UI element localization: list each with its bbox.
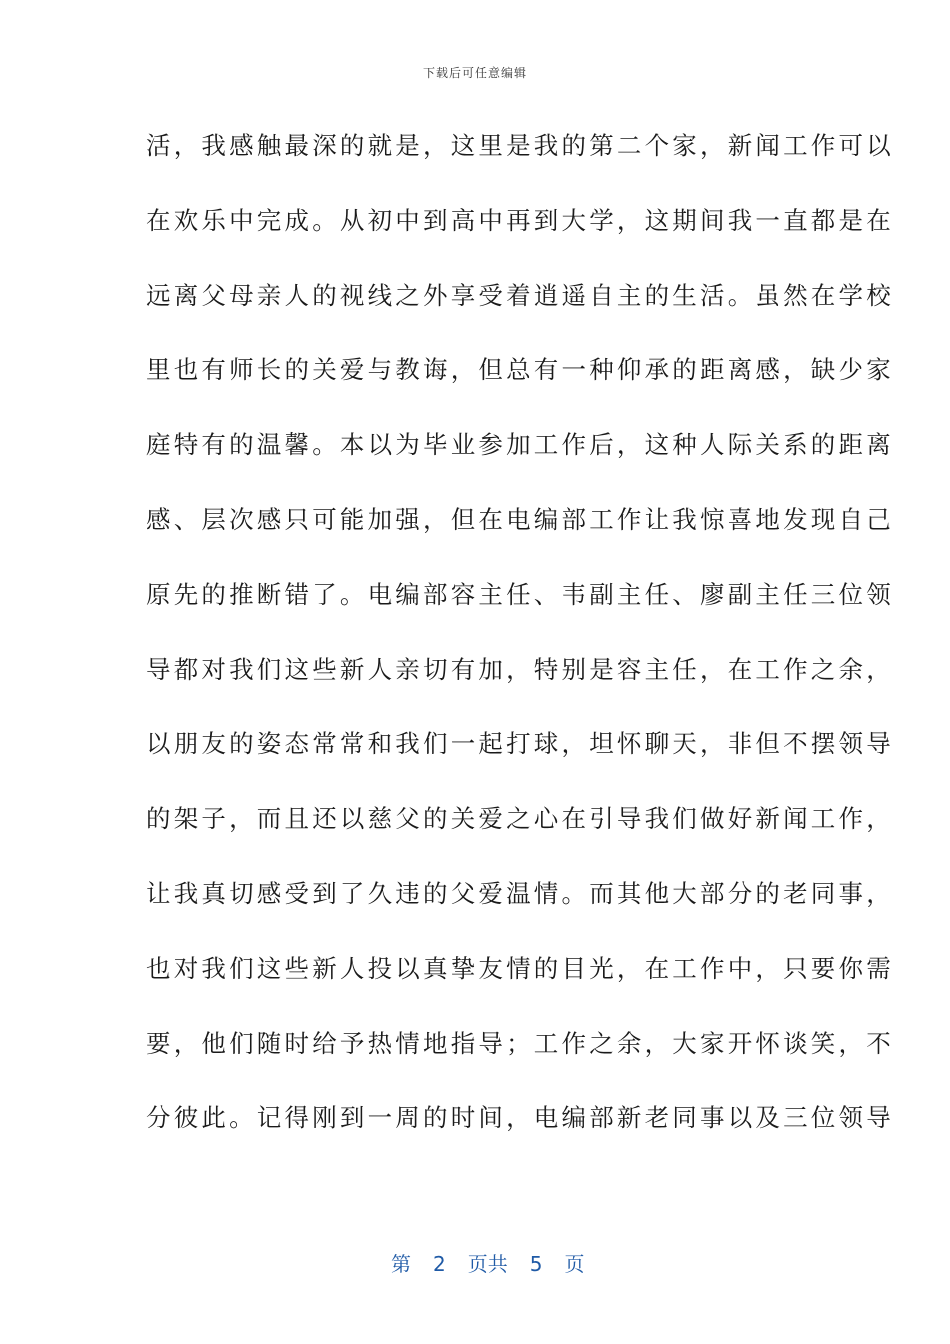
current-page-number: 2	[432, 1252, 446, 1276]
text-line: 的架子，而且还以慈父的关爱之心在引导我们做好新闻工作，	[146, 804, 894, 834]
text-line: 分彼此。记得刚到一周的时间，电编部新老同事以及三位领导	[146, 1103, 894, 1133]
footer-suffix: 页	[564, 1252, 585, 1276]
text-line: 导都对我们这些新人亲切有加，特别是容主任，在工作之余，	[146, 654, 894, 684]
header-note: 下载后可任意编辑	[422, 66, 527, 80]
body-text	[146, 124, 894, 1171]
total-pages-number: 5	[529, 1252, 543, 1276]
text-line: 庭特有的温馨。本以为毕业参加工作后，这种人际关系的距离	[146, 430, 894, 460]
text-line: 也对我们这些新人投以真挚友情的目光，在工作中，只要你需	[146, 953, 894, 983]
page-footer	[0, 1224, 950, 1301]
text-line: 让我真切感受到了久违的父爱温情。而其他大部分的老同事，	[146, 878, 894, 908]
footer-middle: 页共	[467, 1252, 508, 1276]
text-line: 原先的推断错了。电编部容主任、韦副主任、廖副主任三位领	[146, 579, 894, 609]
text-line: 以朋友的姿态常常和我们一起打球，坦怀聊天，非但不摆领导	[146, 729, 894, 759]
footer-prefix: 第	[390, 1252, 411, 1276]
text-line: 感、层次感只可能加强，但在电编部工作让我惊喜地发现自己	[146, 504, 894, 534]
text-line: 要，他们随时给予热情地指导；工作之余，大家开怀谈笑，不	[146, 1028, 894, 1058]
text-line: 里也有师长的关爱与教诲，但总有一种仰承的距离感，缺少家	[146, 355, 894, 385]
text-line: 在欢乐中完成。从初中到高中再到大学，这期间我一直都是在	[146, 205, 894, 235]
text-line: 远离父母亲人的视线之外享受着逍遥自主的生活。虽然在学校	[146, 280, 894, 310]
text-line: 活，我感触最深的就是，这里是我的第二个家，新闻工作可以	[146, 131, 894, 160]
